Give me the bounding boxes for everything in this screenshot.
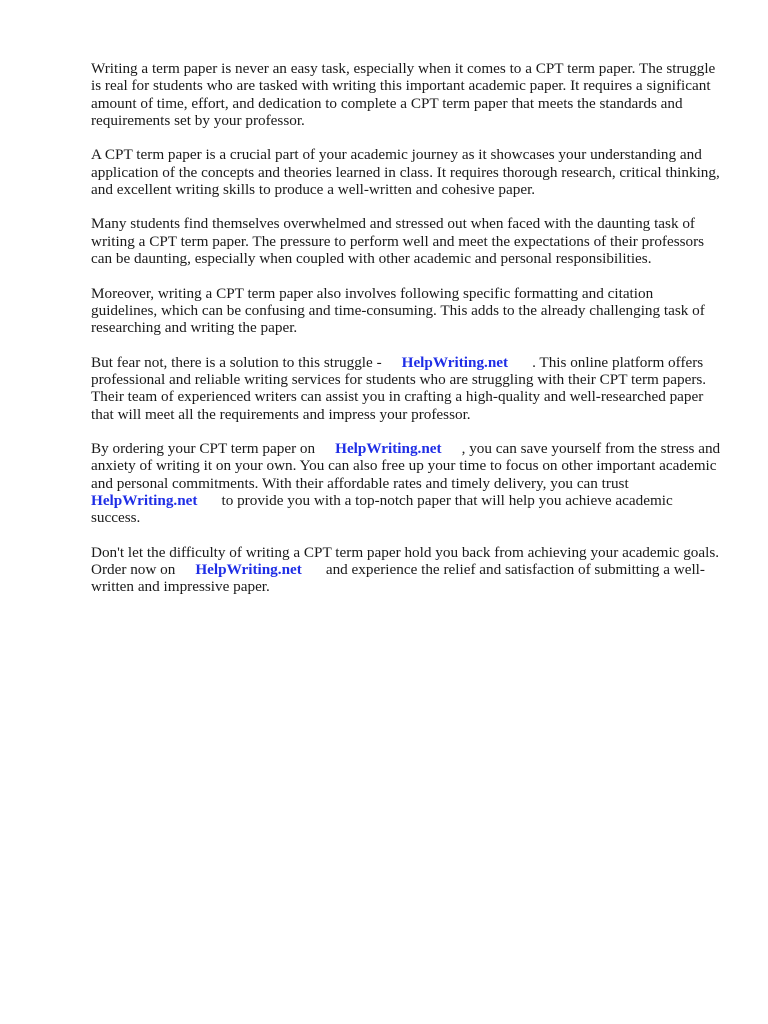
paragraph-text: By ordering your CPT term paper on: [91, 439, 316, 457]
paragraph-text: to provide you with a top-notch paper that will help you achieve academic success.: [91, 491, 673, 527]
paragraph-3: [91, 215, 723, 267]
paragraph-text: A CPT term paper is a crucial part of your academic journey as it showcases your understanding and application of the concepts and theories learned in class. It requires thorough research, critical thinking, and excellent writing skills to produce a well-written and cohesive paper.: [91, 146, 720, 198]
paragraph-7: [91, 544, 723, 596]
helpwriting-link[interactable]: HelpWriting.net: [335, 439, 442, 457]
paragraph-text: , you can save yourself from the stress and anxiety of writing it on your own. You can also free up your time to focus on other important academic and personal commitments. With their affordable rates and timely delivery, you can trust: [91, 439, 721, 492]
paragraph-6: [91, 440, 723, 526]
paragraph-text: Writing a term paper is never an easy task, especially when it comes to a CPT term paper. The struggle is real for students who are tasked with writing this important academic paper. It requires a significant amount of time, effort, and dedication to complete a CPT term paper that meets the standards and requirements set by your professor.: [91, 60, 716, 129]
paragraph-text: But fear not, there is a solution to this struggle -: [91, 353, 382, 371]
helpwriting-link[interactable]: HelpWriting.net: [91, 491, 198, 509]
paragraph-text: Moreover, writing a CPT term paper also involves following specific formatting and citation guidelines, which can be confusing and time-consuming. This adds to the already challenging task of researching and writing the paper.: [91, 284, 705, 337]
paragraph-text: Many students find themselves overwhelmed and stressed out when faced with the daunting task of writing a CPT term paper. The pressure to perform well and meet the expectations of their professors can be daunting, especially when coupled with other academic and personal responsibilities.: [91, 215, 705, 268]
paragraph-1: [91, 60, 723, 129]
document-body: [91, 60, 723, 613]
paragraph-text: Don't let the difficulty of writing a CPT term paper hold you back from achieving your academic goals. Order now on: [91, 543, 720, 578]
paragraph-2: [91, 146, 723, 198]
paragraph-5: [91, 354, 723, 423]
paragraph-text: and experience the relief and satisfaction of submitting a well-written and impressive paper.: [91, 560, 705, 596]
helpwriting-link[interactable]: HelpWriting.net: [401, 353, 509, 371]
helpwriting-link[interactable]: HelpWriting.net: [195, 560, 302, 578]
paragraph-text: . This online platform offers professional and reliable writing services for students who are struggling with their CPT term papers. Their team of experienced writers can assist you in crafting a high-quality and well-researched paper that will meet all the requirements and impress your professor.: [91, 353, 707, 423]
paragraph-4: [91, 285, 723, 337]
